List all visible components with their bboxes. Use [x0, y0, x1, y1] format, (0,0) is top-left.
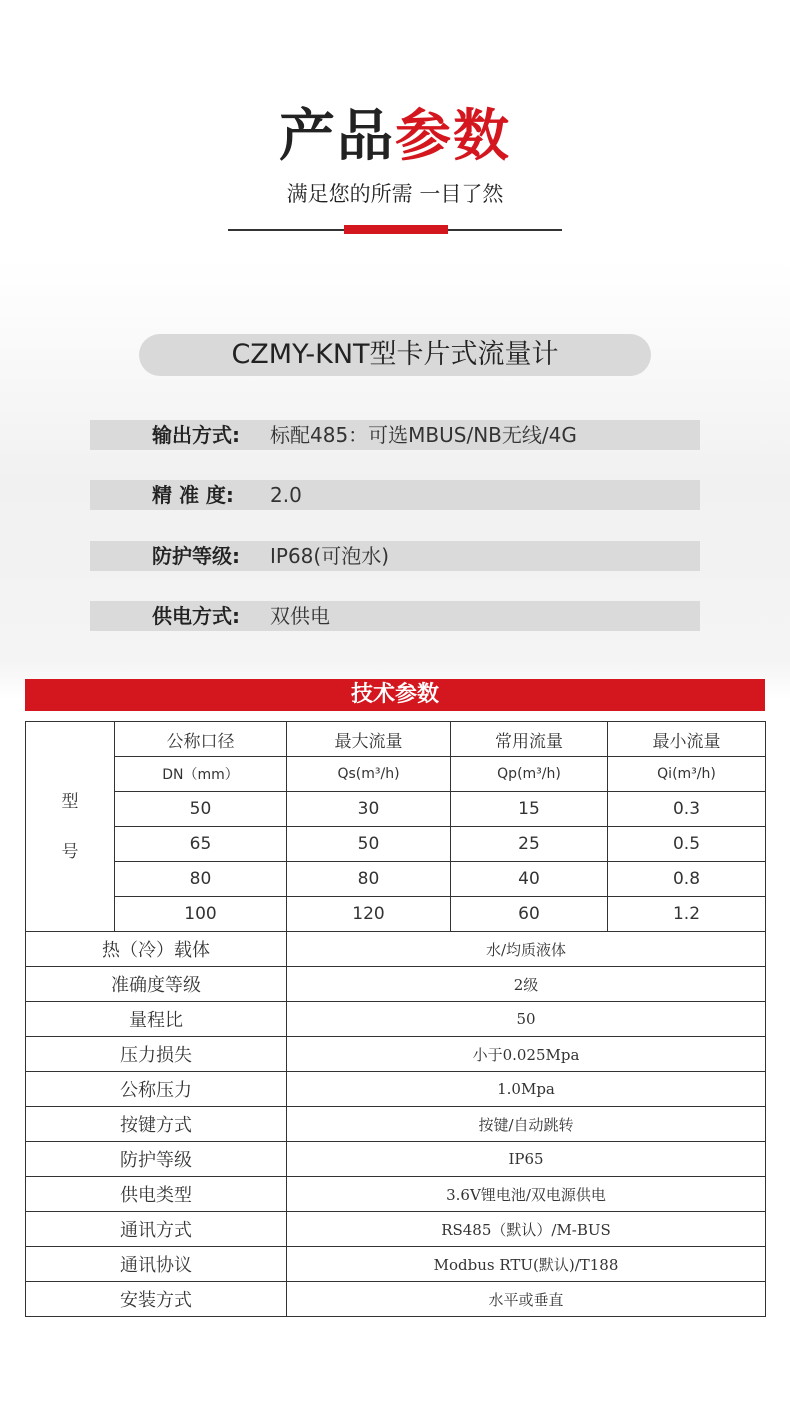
spec-row-accuracy	[90, 480, 700, 510]
data-cell: 0.3	[608, 792, 766, 827]
data-cell: 100	[115, 897, 287, 932]
spec-label: 防护等级:	[152, 544, 240, 568]
model-label-cell	[26, 722, 115, 932]
param-row	[26, 1142, 766, 1177]
table-row	[26, 897, 766, 932]
param-value: 水/均质液体	[287, 932, 766, 967]
header-cell: 公称口径	[115, 722, 287, 757]
table-unit-row	[26, 757, 766, 792]
param-row	[26, 1212, 766, 1247]
param-value: Modbus RTU(默认)/T188	[287, 1247, 766, 1282]
unit-cell: Qs(m³/h)	[287, 757, 451, 792]
header-cell: 最小流量	[608, 722, 766, 757]
title-red-part: 参数	[395, 104, 511, 169]
unit-cell: DN（mm）	[115, 757, 287, 792]
spec-row-output	[90, 420, 700, 450]
data-cell: 60	[451, 897, 608, 932]
page-subtitle: 满足您的所需 一目了然	[286, 182, 504, 206]
param-value: 1.0Mpa	[287, 1072, 766, 1107]
data-cell: 80	[287, 862, 451, 897]
data-cell: 0.8	[608, 862, 766, 897]
title-dark-part: 产品	[279, 104, 395, 169]
param-row	[26, 1282, 766, 1317]
table-header-row	[26, 722, 766, 757]
spec-label: 供电方式:	[152, 604, 240, 628]
data-cell: 30	[287, 792, 451, 827]
data-cell: 40	[451, 862, 608, 897]
param-value: 按键/自动跳转	[287, 1107, 766, 1142]
unit-cell: Qi(m³/h)	[608, 757, 766, 792]
spec-label: 输出方式:	[152, 423, 240, 447]
table-row	[26, 827, 766, 862]
spec-value: 标配485：可选MBUS/NB无线/4G	[270, 423, 577, 447]
data-cell: 1.2	[608, 897, 766, 932]
param-row	[26, 932, 766, 967]
model-label-1: 型	[61, 791, 79, 812]
param-value: RS485（默认）/M-BUS	[287, 1212, 766, 1247]
header-cell: 常用流量	[451, 722, 608, 757]
param-value: 小于0.025Mpa	[287, 1037, 766, 1072]
param-row	[26, 1247, 766, 1282]
param-name: 按键方式	[26, 1107, 287, 1142]
param-row	[26, 1177, 766, 1212]
param-row	[26, 1072, 766, 1107]
data-cell: 50	[115, 792, 287, 827]
data-cell: 120	[287, 897, 451, 932]
tech-params-banner: 技术参数	[25, 679, 765, 711]
param-name: 准确度等级	[26, 967, 287, 1002]
param-name: 公称压力	[26, 1072, 287, 1107]
param-row	[26, 1107, 766, 1142]
data-cell: 25	[451, 827, 608, 862]
title-accent-bar	[344, 225, 448, 234]
param-value: 50	[287, 1002, 766, 1037]
table-row	[26, 862, 766, 897]
data-cell: 50	[287, 827, 451, 862]
param-name: 供电类型	[26, 1177, 287, 1212]
param-value: IP65	[287, 1142, 766, 1177]
header-cell: 最大流量	[287, 722, 451, 757]
param-row	[26, 967, 766, 1002]
page-title	[0, 102, 790, 172]
param-name: 量程比	[26, 1002, 287, 1037]
spec-value: 双供电	[270, 604, 330, 628]
spec-row-power	[90, 601, 700, 631]
unit-cell: Qp(m³/h)	[451, 757, 608, 792]
param-row	[26, 1037, 766, 1072]
model-label-2: 号	[61, 841, 79, 862]
data-cell: 65	[115, 827, 287, 862]
param-name: 通讯方式	[26, 1212, 287, 1247]
spec-value: IP68(可泡水)	[270, 544, 390, 568]
spec-value: 2.0	[270, 483, 302, 507]
param-row	[26, 1002, 766, 1037]
param-name: 热（冷）载体	[26, 932, 287, 967]
param-name: 防护等级	[26, 1142, 287, 1177]
model-name-pill: CZMY-KNT型卡片式流量计	[139, 334, 651, 376]
data-cell: 15	[451, 792, 608, 827]
table-row	[26, 792, 766, 827]
param-value: 水平或垂直	[287, 1282, 766, 1317]
param-value: 3.6V锂电池/双电源供电	[287, 1177, 766, 1212]
tech-params-table	[25, 721, 766, 1317]
param-name: 通讯协议	[26, 1247, 287, 1282]
param-name: 安装方式	[26, 1282, 287, 1317]
spec-label: 精 准 度:	[152, 483, 234, 507]
data-cell: 0.5	[608, 827, 766, 862]
data-cell: 80	[115, 862, 287, 897]
spec-row-protection	[90, 541, 700, 571]
param-name: 压力损失	[26, 1037, 287, 1072]
param-value: 2级	[287, 967, 766, 1002]
